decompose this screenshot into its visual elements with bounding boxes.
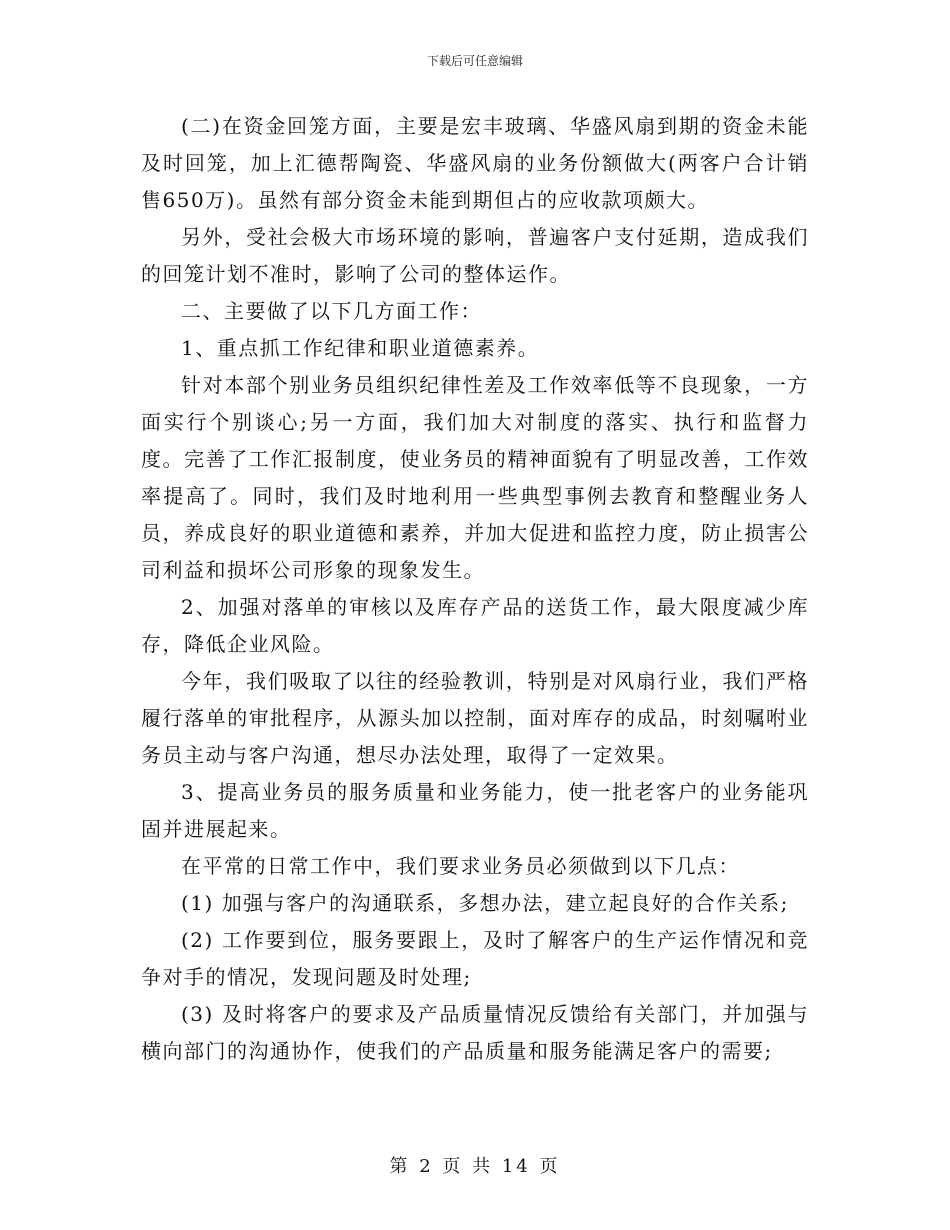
section-heading: 二、主要做了以下几方面工作：: [181, 299, 482, 323]
list-item: (2) 工作要到位，服务要跟上，及时了解客户的生产运作情况和竞争对手的情况，发现问题及时处理;: [141, 928, 809, 989]
paragraph: 今年，我们吸取了以往的经验教训，特别是对风扇行业，我们严格履行落单的审批程序，从源头加以控制，面对库存的成品，时刻嘱咐业务员主动与客户沟通，想尽办法处理，取得了一定效果。: [141, 669, 809, 767]
page-number: 第 2 页 共 14 页: [389, 1156, 561, 1177]
subsection-heading: 2、加强对落单的审核以及库存产品的送货工作，最大限度减少库存，降低企业风险。: [141, 595, 809, 656]
paragraph: (二)在资金回笼方面，主要是宏丰玻璃、华盛风扇到期的资金未能及时回笼，加上汇德帮陶瓷、华盛风扇的业务份额做大(两客户合计销售650万)。虽然有部分资金未能到期但占的应收款项颇大。: [141, 114, 809, 212]
paragraph: 在平常的日常工作中，我们要求业务员必须做到以下几点：: [181, 854, 740, 878]
subsection-heading: 1、重点抓工作纪律和职业道德素养。: [181, 336, 540, 360]
paragraph: 针对本部个别业务员组织纪律性差及工作效率低等不良现象，一方面实行个别谈心;另一方面，我们加大对制度的落实、执行和监督力度。完善了工作汇报制度，使业务员的精神面貌有了明显改善，工作效率提高了。同时，我们及时地利用一些典型事例去教育和整醒业务人员，养成良好的职业道德和素养，并加大促进和监控力度，防止损害公司利益和损坏公司形象的现象发生。: [141, 373, 809, 582]
list-item: (1) 加强与客户的沟通联系，多想办法，建立起良好的合作关系;: [181, 891, 789, 915]
subsection-heading: 3、提高业务员的服务质量和业务能力，使一批老客户的业务能巩固并进展起来。: [141, 780, 809, 841]
list-item: (3) 及时将客户的要求及产品质量情况反馈给有关部门，并加强与横向部门的沟通协作，使我们的产品质量和服务能满足客户的需要;: [141, 1002, 809, 1063]
document-body: [141, 108, 809, 1070]
paragraph: 另外，受社会极大市场环境的影响，普遍客户支付延期，造成我们的回笼计划不准时，影响了公司的整体运作。: [141, 225, 809, 286]
page-header: 下载后可任意编辑: [426, 54, 523, 68]
